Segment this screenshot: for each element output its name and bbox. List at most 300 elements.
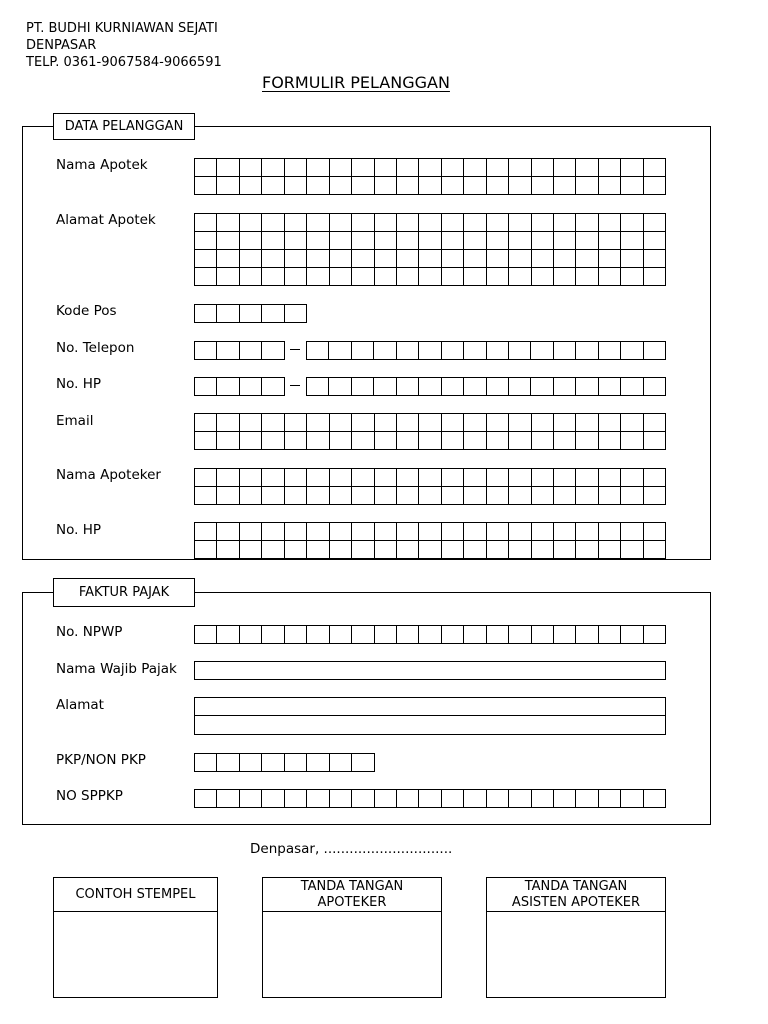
char-box[interactable]	[509, 487, 531, 505]
char-box[interactable]	[464, 487, 486, 505]
char-box[interactable]	[262, 232, 284, 250]
char-box[interactable]	[532, 432, 554, 450]
char-box[interactable]	[285, 541, 307, 559]
char-box[interactable]	[644, 378, 666, 396]
char-box[interactable]	[240, 250, 262, 268]
char-box[interactable]	[195, 754, 217, 772]
char-box[interactable]	[487, 626, 509, 644]
char-box[interactable]	[307, 378, 329, 396]
char-box[interactable]	[487, 214, 509, 232]
char-box[interactable]	[375, 232, 397, 250]
char-box[interactable]	[509, 432, 531, 450]
char-box[interactable]	[397, 432, 419, 450]
pharmacist-signature-box[interactable]	[262, 877, 442, 998]
char-box[interactable]	[330, 754, 352, 772]
char-box[interactable]	[374, 378, 396, 396]
char-box[interactable]	[464, 378, 486, 396]
char-box[interactable]	[509, 232, 531, 250]
char-box[interactable]	[644, 232, 666, 250]
char-box[interactable]	[644, 432, 666, 450]
tax-address-field-line-1[interactable]	[194, 697, 666, 716]
char-box[interactable]	[509, 214, 531, 232]
char-box[interactable]	[195, 268, 217, 286]
char-box[interactable]	[464, 232, 486, 250]
char-box[interactable]	[240, 342, 262, 360]
char-box[interactable]	[599, 541, 621, 559]
char-box[interactable]	[599, 159, 621, 177]
char-box[interactable]	[644, 414, 666, 432]
char-box[interactable]	[352, 414, 374, 432]
char-box[interactable]	[217, 177, 239, 195]
char-box[interactable]	[554, 232, 576, 250]
char-box[interactable]	[554, 523, 576, 541]
char-box[interactable]	[644, 469, 666, 487]
char-box[interactable]	[217, 541, 239, 559]
char-box[interactable]	[442, 177, 464, 195]
char-box[interactable]	[442, 541, 464, 559]
char-box[interactable]	[240, 232, 262, 250]
char-box[interactable]	[464, 342, 486, 360]
char-box[interactable]	[487, 487, 509, 505]
char-box[interactable]	[464, 790, 486, 808]
char-box[interactable]	[262, 469, 284, 487]
char-box[interactable]	[644, 541, 666, 559]
char-box[interactable]	[217, 523, 239, 541]
char-box[interactable]	[240, 268, 262, 286]
char-box[interactable]	[195, 414, 217, 432]
char-box[interactable]	[576, 790, 598, 808]
char-box[interactable]	[599, 626, 621, 644]
char-box[interactable]	[262, 305, 284, 323]
char-box[interactable]	[307, 177, 329, 195]
char-box[interactable]	[307, 268, 329, 286]
char-box[interactable]	[352, 541, 374, 559]
char-box[interactable]	[464, 214, 486, 232]
char-box[interactable]	[419, 342, 441, 360]
char-box[interactable]	[442, 159, 464, 177]
char-box[interactable]	[509, 159, 531, 177]
char-box[interactable]	[464, 177, 486, 195]
char-box[interactable]	[419, 790, 441, 808]
char-box[interactable]	[532, 487, 554, 505]
char-box[interactable]	[352, 790, 374, 808]
postal-code-boxes[interactable]	[194, 304, 307, 323]
char-box[interactable]	[554, 487, 576, 505]
char-box[interactable]	[285, 232, 307, 250]
char-box[interactable]	[442, 342, 464, 360]
char-box[interactable]	[217, 378, 239, 396]
char-box[interactable]	[487, 469, 509, 487]
char-box[interactable]	[375, 159, 397, 177]
char-box[interactable]	[487, 232, 509, 250]
char-box[interactable]	[262, 378, 284, 396]
char-box[interactable]	[285, 487, 307, 505]
char-box[interactable]	[576, 232, 598, 250]
char-box[interactable]	[375, 541, 397, 559]
char-box[interactable]	[217, 469, 239, 487]
char-box[interactable]	[195, 541, 217, 559]
char-box[interactable]	[576, 214, 598, 232]
char-box[interactable]	[352, 250, 374, 268]
char-box[interactable]	[464, 432, 486, 450]
char-box[interactable]	[397, 469, 419, 487]
email-boxes[interactable]	[194, 413, 666, 450]
phone-area-code-boxes[interactable]	[194, 341, 285, 360]
char-box[interactable]	[195, 378, 217, 396]
char-box[interactable]	[554, 469, 576, 487]
char-box[interactable]	[397, 414, 419, 432]
char-box[interactable]	[307, 414, 329, 432]
char-box[interactable]	[397, 250, 419, 268]
char-box[interactable]	[621, 432, 643, 450]
char-box[interactable]	[599, 268, 621, 286]
char-box[interactable]	[217, 414, 239, 432]
char-box[interactable]	[532, 159, 554, 177]
char-box[interactable]	[240, 523, 262, 541]
char-box[interactable]	[419, 487, 441, 505]
char-box[interactable]	[419, 214, 441, 232]
char-box[interactable]	[217, 790, 239, 808]
char-box[interactable]	[307, 487, 329, 505]
char-box[interactable]	[352, 523, 374, 541]
char-box[interactable]	[262, 790, 284, 808]
char-box[interactable]	[375, 432, 397, 450]
char-box[interactable]	[599, 232, 621, 250]
char-box[interactable]	[375, 214, 397, 232]
char-box[interactable]	[442, 232, 464, 250]
char-box[interactable]	[330, 523, 352, 541]
char-box[interactable]	[419, 378, 441, 396]
char-box[interactable]	[195, 790, 217, 808]
char-box[interactable]	[352, 159, 374, 177]
char-box[interactable]	[195, 159, 217, 177]
char-box[interactable]	[442, 523, 464, 541]
char-box[interactable]	[217, 232, 239, 250]
char-box[interactable]	[330, 469, 352, 487]
char-box[interactable]	[532, 232, 554, 250]
char-box[interactable]	[240, 432, 262, 450]
char-box[interactable]	[419, 177, 441, 195]
char-box[interactable]	[397, 378, 419, 396]
char-box[interactable]	[621, 342, 643, 360]
char-box[interactable]	[464, 541, 486, 559]
char-box[interactable]	[240, 469, 262, 487]
char-box[interactable]	[621, 177, 643, 195]
char-box[interactable]	[397, 214, 419, 232]
char-box[interactable]	[509, 414, 531, 432]
char-box[interactable]	[397, 232, 419, 250]
char-box[interactable]	[285, 268, 307, 286]
char-box[interactable]	[621, 626, 643, 644]
char-box[interactable]	[285, 177, 307, 195]
char-box[interactable]	[509, 626, 531, 644]
char-box[interactable]	[599, 250, 621, 268]
char-box[interactable]	[599, 487, 621, 505]
char-box[interactable]	[487, 177, 509, 195]
char-box[interactable]	[262, 626, 284, 644]
char-box[interactable]	[330, 159, 352, 177]
char-box[interactable]	[532, 177, 554, 195]
char-box[interactable]	[532, 268, 554, 286]
char-box[interactable]	[330, 487, 352, 505]
char-box[interactable]	[285, 626, 307, 644]
char-box[interactable]	[599, 469, 621, 487]
char-box[interactable]	[217, 432, 239, 450]
char-box[interactable]	[419, 541, 441, 559]
char-box[interactable]	[375, 469, 397, 487]
char-box[interactable]	[509, 268, 531, 286]
char-box[interactable]	[195, 469, 217, 487]
char-box[interactable]	[621, 790, 643, 808]
char-box[interactable]	[262, 159, 284, 177]
char-box[interactable]	[307, 432, 329, 450]
char-box[interactable]	[644, 159, 666, 177]
char-box[interactable]	[599, 177, 621, 195]
char-box[interactable]	[442, 414, 464, 432]
char-box[interactable]	[285, 305, 307, 323]
char-box[interactable]	[375, 268, 397, 286]
char-box[interactable]	[419, 232, 441, 250]
char-box[interactable]	[307, 790, 329, 808]
char-box[interactable]	[285, 523, 307, 541]
char-box[interactable]	[509, 541, 531, 559]
char-box[interactable]	[240, 177, 262, 195]
char-box[interactable]	[644, 214, 666, 232]
char-box[interactable]	[262, 342, 284, 360]
char-box[interactable]	[285, 159, 307, 177]
char-box[interactable]	[307, 159, 329, 177]
char-box[interactable]	[442, 268, 464, 286]
char-box[interactable]	[195, 250, 217, 268]
char-box[interactable]	[307, 214, 329, 232]
char-box[interactable]	[554, 432, 576, 450]
char-box[interactable]	[397, 177, 419, 195]
char-box[interactable]	[285, 250, 307, 268]
char-box[interactable]	[442, 378, 464, 396]
char-box[interactable]	[240, 159, 262, 177]
char-box[interactable]	[531, 378, 553, 396]
char-box[interactable]	[262, 177, 284, 195]
char-box[interactable]	[532, 541, 554, 559]
char-box[interactable]	[352, 432, 374, 450]
char-box[interactable]	[330, 626, 352, 644]
char-box[interactable]	[397, 159, 419, 177]
assistant-pharmacist-signature-box[interactable]	[486, 877, 666, 998]
char-box[interactable]	[375, 626, 397, 644]
char-box[interactable]	[464, 268, 486, 286]
char-box[interactable]	[554, 626, 576, 644]
char-box[interactable]	[487, 250, 509, 268]
pharmacist-mobile-boxes[interactable]	[194, 522, 666, 559]
char-box[interactable]	[576, 414, 598, 432]
char-box[interactable]	[352, 487, 374, 505]
char-box[interactable]	[262, 754, 284, 772]
char-box[interactable]	[509, 342, 531, 360]
char-box[interactable]	[419, 268, 441, 286]
char-box[interactable]	[419, 523, 441, 541]
char-box[interactable]	[285, 469, 307, 487]
char-box[interactable]	[621, 378, 643, 396]
char-box[interactable]	[352, 626, 374, 644]
char-box[interactable]	[307, 754, 329, 772]
char-box[interactable]	[554, 790, 576, 808]
pharmacy-address-boxes[interactable]	[194, 213, 666, 286]
char-box[interactable]	[532, 414, 554, 432]
char-box[interactable]	[240, 378, 262, 396]
char-box[interactable]	[217, 754, 239, 772]
char-box[interactable]	[554, 414, 576, 432]
char-box[interactable]	[621, 523, 643, 541]
char-box[interactable]	[554, 177, 576, 195]
char-box[interactable]	[599, 432, 621, 450]
char-box[interactable]	[644, 626, 666, 644]
char-box[interactable]	[240, 214, 262, 232]
char-box[interactable]	[442, 626, 464, 644]
char-box[interactable]	[644, 342, 666, 360]
char-box[interactable]	[464, 469, 486, 487]
taxpayer-name-field[interactable]	[194, 661, 666, 680]
char-box[interactable]	[532, 523, 554, 541]
char-box[interactable]	[532, 214, 554, 232]
char-box[interactable]	[419, 432, 441, 450]
char-box[interactable]	[217, 268, 239, 286]
char-box[interactable]	[509, 523, 531, 541]
char-box[interactable]	[375, 414, 397, 432]
char-box[interactable]	[330, 214, 352, 232]
char-box[interactable]	[509, 469, 531, 487]
char-box[interactable]	[397, 790, 419, 808]
char-box[interactable]	[644, 250, 666, 268]
char-box[interactable]	[621, 487, 643, 505]
char-box[interactable]	[554, 378, 576, 396]
char-box[interactable]	[442, 487, 464, 505]
char-box[interactable]	[375, 250, 397, 268]
char-box[interactable]	[262, 523, 284, 541]
char-box[interactable]	[217, 342, 239, 360]
char-box[interactable]	[375, 523, 397, 541]
char-box[interactable]	[330, 177, 352, 195]
char-box[interactable]	[576, 487, 598, 505]
char-box[interactable]	[532, 250, 554, 268]
char-box[interactable]	[240, 626, 262, 644]
char-box[interactable]	[285, 214, 307, 232]
char-box[interactable]	[240, 414, 262, 432]
char-box[interactable]	[644, 523, 666, 541]
char-box[interactable]	[644, 487, 666, 505]
char-box[interactable]	[554, 214, 576, 232]
char-box[interactable]	[532, 790, 554, 808]
char-box[interactable]	[599, 414, 621, 432]
char-box[interactable]	[262, 214, 284, 232]
char-box[interactable]	[217, 159, 239, 177]
char-box[interactable]	[554, 268, 576, 286]
char-box[interactable]	[217, 487, 239, 505]
char-box[interactable]	[487, 414, 509, 432]
char-box[interactable]	[442, 432, 464, 450]
char-box[interactable]	[217, 250, 239, 268]
char-box[interactable]	[576, 626, 598, 644]
char-box[interactable]	[644, 790, 666, 808]
char-box[interactable]	[554, 541, 576, 559]
char-box[interactable]	[285, 754, 307, 772]
char-box[interactable]	[599, 790, 621, 808]
char-box[interactable]	[576, 159, 598, 177]
char-box[interactable]	[576, 177, 598, 195]
phone-number-boxes[interactable]	[306, 341, 666, 360]
char-box[interactable]	[329, 378, 351, 396]
pharmacist-name-boxes[interactable]	[194, 468, 666, 505]
char-box[interactable]	[330, 268, 352, 286]
char-box[interactable]	[397, 541, 419, 559]
char-box[interactable]	[487, 790, 509, 808]
char-box[interactable]	[487, 268, 509, 286]
char-box[interactable]	[195, 626, 217, 644]
char-box[interactable]	[240, 305, 262, 323]
char-box[interactable]	[375, 790, 397, 808]
char-box[interactable]	[307, 626, 329, 644]
char-box[interactable]	[352, 378, 374, 396]
char-box[interactable]	[621, 232, 643, 250]
char-box[interactable]	[419, 250, 441, 268]
char-box[interactable]	[240, 487, 262, 505]
char-box[interactable]	[307, 232, 329, 250]
char-box[interactable]	[217, 305, 239, 323]
char-box[interactable]	[352, 469, 374, 487]
char-box[interactable]	[576, 469, 598, 487]
char-box[interactable]	[599, 214, 621, 232]
sppkp-boxes[interactable]	[194, 789, 666, 808]
char-box[interactable]	[487, 541, 509, 559]
char-box[interactable]	[576, 432, 598, 450]
char-box[interactable]	[285, 790, 307, 808]
char-box[interactable]	[307, 250, 329, 268]
char-box[interactable]	[621, 268, 643, 286]
char-box[interactable]	[599, 523, 621, 541]
char-box[interactable]	[374, 342, 396, 360]
char-box[interactable]	[397, 626, 419, 644]
char-box[interactable]	[464, 250, 486, 268]
tax-address-field-line-2[interactable]	[194, 715, 666, 735]
char-box[interactable]	[352, 177, 374, 195]
char-box[interactable]	[285, 432, 307, 450]
char-box[interactable]	[599, 378, 621, 396]
char-box[interactable]	[240, 790, 262, 808]
char-box[interactable]	[487, 432, 509, 450]
char-box[interactable]	[217, 214, 239, 232]
char-box[interactable]	[262, 250, 284, 268]
char-box[interactable]	[621, 214, 643, 232]
char-box[interactable]	[330, 232, 352, 250]
char-box[interactable]	[307, 523, 329, 541]
char-box[interactable]	[644, 268, 666, 286]
char-box[interactable]	[262, 541, 284, 559]
char-box[interactable]	[509, 177, 531, 195]
char-box[interactable]	[621, 159, 643, 177]
char-box[interactable]	[195, 177, 217, 195]
char-box[interactable]	[262, 414, 284, 432]
char-box[interactable]	[532, 626, 554, 644]
char-box[interactable]	[554, 250, 576, 268]
char-box[interactable]	[509, 250, 531, 268]
char-box[interactable]	[352, 232, 374, 250]
char-box[interactable]	[397, 342, 419, 360]
char-box[interactable]	[576, 541, 598, 559]
char-box[interactable]	[576, 378, 598, 396]
char-box[interactable]	[329, 342, 351, 360]
char-box[interactable]	[621, 250, 643, 268]
char-box[interactable]	[240, 541, 262, 559]
char-box[interactable]	[262, 268, 284, 286]
